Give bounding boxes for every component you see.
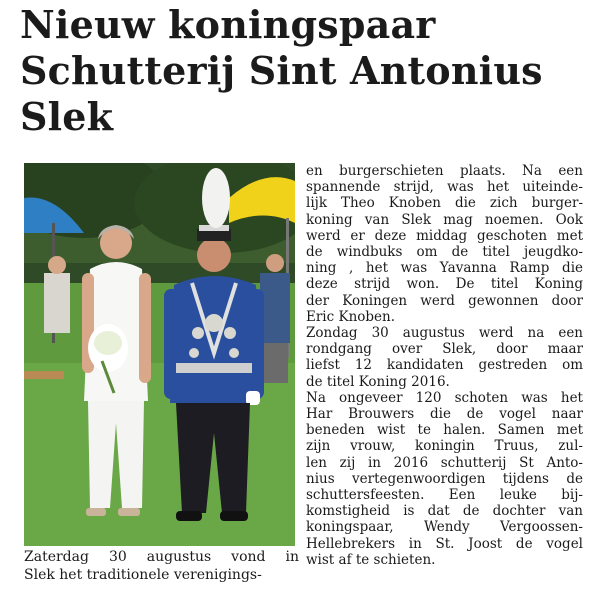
body-line: Eric Knoben. <box>306 308 396 325</box>
body-line: schuttersfeesten. Een leuke bij- <box>306 487 583 504</box>
body-line: Har Brouwers die de vogel naar <box>306 406 583 423</box>
headline <box>20 2 600 140</box>
body-line: Hellebrekers in St. Joost de vogel <box>306 535 583 552</box>
body-line: Zondag 30 augustus werd na een <box>306 325 583 342</box>
body-line: komstigheid is dat de dochter van <box>306 503 583 520</box>
body-line: der Koningen werd gewonnen door <box>306 292 583 309</box>
body-line: liefst 12 kandidaten gestreden om <box>306 357 583 374</box>
body-line: rondgang over Slek, door maar <box>306 341 583 358</box>
article-body <box>306 163 583 568</box>
photo-king-queen-illustration <box>24 163 295 546</box>
photo-caption <box>24 549 299 584</box>
caption-line: Zaterdag 30 augustus vond in <box>24 549 299 565</box>
body-line: nius vertegenwoordigen tijdens de <box>306 470 583 487</box>
body-line: koningspaar, Wendy Vergoossen- <box>306 519 583 536</box>
body-line: spannende strijd, was het uiteinde- <box>306 179 583 196</box>
body-line: deze strijd won. De titel Koning <box>306 276 583 293</box>
article-photo <box>24 163 295 546</box>
body-line: lijk Theo Knoben die zich burger- <box>306 195 583 212</box>
caption-line: Slek het traditionele verenigings- <box>24 566 262 583</box>
body-line: beneden wist te halen. Samen met <box>306 422 583 439</box>
headline-line: Nieuw koningspaar <box>20 2 436 47</box>
body-line: ning , het was Yavanna Ramp die <box>306 260 583 277</box>
headline-line: Schutterij Sint Antonius <box>20 48 543 93</box>
body-line: Na ongeveer 120 schoten was het <box>306 389 583 406</box>
body-line: de windbuks om de titel jeugdko- <box>306 244 583 261</box>
body-line: werd er deze middag geschoten met <box>306 227 583 244</box>
headline-line: Slek <box>20 94 114 139</box>
body-line: len zij in 2016 schutterij St Anto- <box>306 454 583 471</box>
body-line: de titel Koning 2016. <box>306 373 450 390</box>
body-line: koning van Slek mag noemen. Ook <box>306 211 583 228</box>
body-line: en burgerschieten plaats. Na een <box>306 163 583 179</box>
body-line: zijn vrouw, koningin Truus, zul- <box>306 438 583 455</box>
body-line: wist af te schieten. <box>306 551 436 568</box>
